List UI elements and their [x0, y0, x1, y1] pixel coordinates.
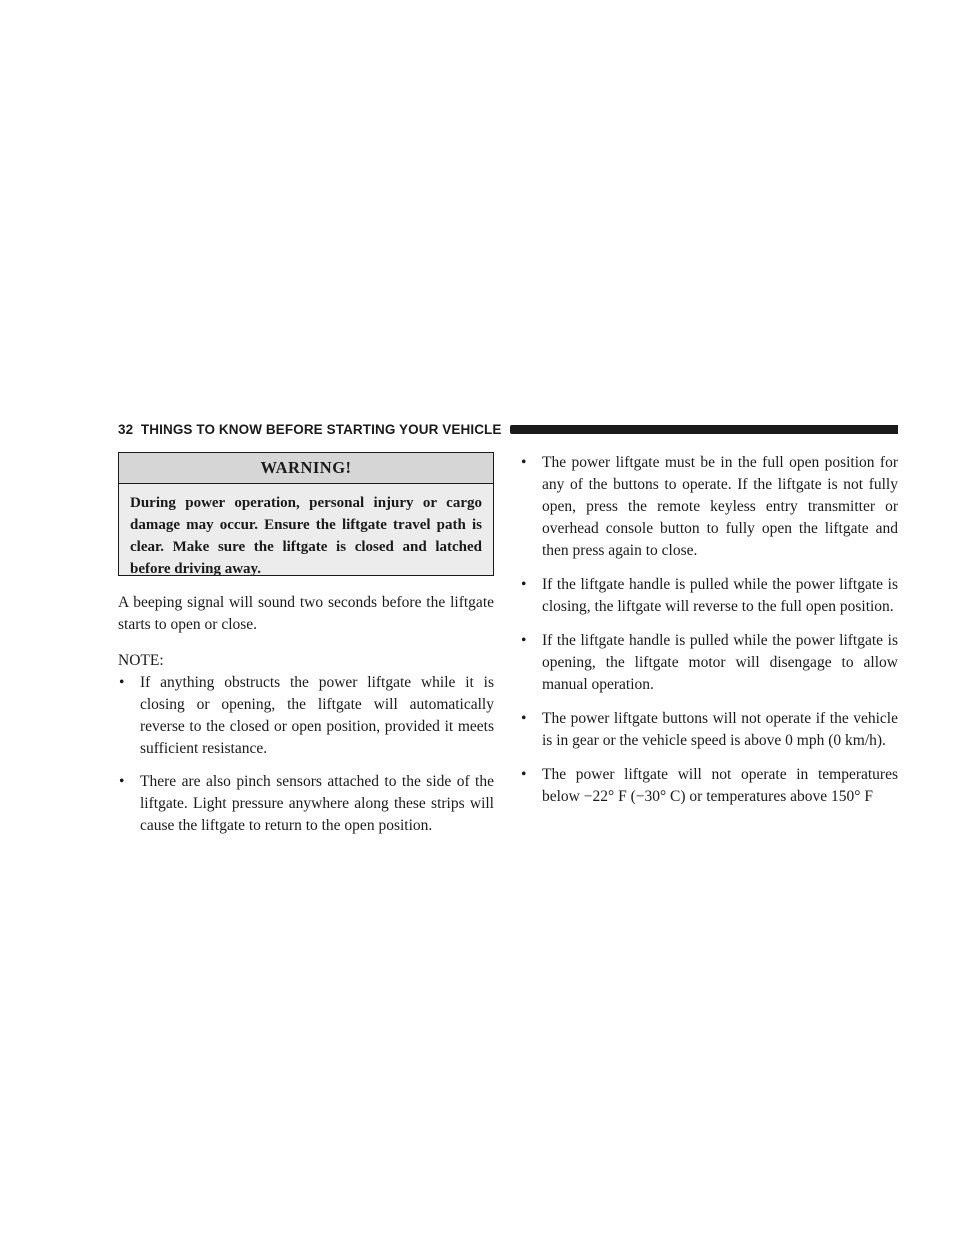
warning-box: [118, 452, 494, 576]
right-column: [520, 452, 898, 808]
list-item: [520, 708, 898, 752]
header-text: [118, 422, 502, 437]
right-bullet-list: [520, 452, 898, 808]
list-item-text: If the liftgate handle is pulled while the power liftgate is opening, the liftgate motor will disengage to allow manual operation.: [542, 632, 898, 693]
list-item-text: There are also pinch sensors attached to the side of the liftgate. Light pressure anywhere along these strips will cause the liftgate to return to the open position.: [140, 773, 494, 834]
bullet-icon: •: [521, 766, 527, 783]
list-item-text: The power liftgate must be in the full open position for any of the buttons to operate. If the liftgate is not fully open, press the remote keyless entry transmitter or overhead console button to fully open the liftgate and then press again to close.: [542, 454, 898, 559]
list-item: [520, 630, 898, 696]
section-title: THINGS TO KNOW BEFORE STARTING YOUR VEHICLE: [140, 421, 502, 437]
bullet-icon: •: [521, 454, 527, 471]
list-item: [520, 452, 898, 562]
left-column: [118, 452, 494, 837]
list-item: [520, 764, 898, 808]
header-rule: [510, 425, 899, 434]
list-item: [118, 771, 494, 837]
bullet-icon: •: [119, 674, 125, 691]
warning-text: During power operation, personal injury or cargo damage may occur. Ensure the liftgate travel path is clear. Make sure the liftgate is closed and latched before driving away.: [130, 495, 482, 577]
left-bullet-list: [118, 672, 494, 837]
bullet-icon: •: [521, 632, 527, 649]
bullet-icon: •: [521, 710, 527, 727]
bullet-icon: •: [119, 773, 125, 790]
list-item-text: The power liftgate buttons will not operate if the vehicle is in gear or the vehicle speed is above 0 mph (0 km/h).: [542, 710, 898, 749]
list-item-text: If anything obstructs the power liftgate while it is closing or opening, the liftgate will automatically reverse to the closed or open position, provided it meets sufficient resistance.: [140, 674, 494, 757]
list-item: [118, 672, 494, 760]
page-number: 32: [118, 421, 134, 437]
list-item: [520, 574, 898, 618]
beeping-paragraph: A beeping signal will sound two seconds before the liftgate starts to open or close.: [118, 594, 494, 633]
note-label: NOTE:: [118, 652, 164, 669]
list-item-text: If the liftgate handle is pulled while the power liftgate is closing, the liftgate will reverse to the full open position.: [542, 576, 898, 615]
warning-title: WARNING!: [119, 453, 493, 484]
page-header: [118, 418, 898, 440]
list-item-text: The power liftgate will not operate in temperatures below −22° F (−30° C) or temperatures above 150° F: [542, 766, 898, 805]
bullet-icon: •: [521, 576, 527, 593]
